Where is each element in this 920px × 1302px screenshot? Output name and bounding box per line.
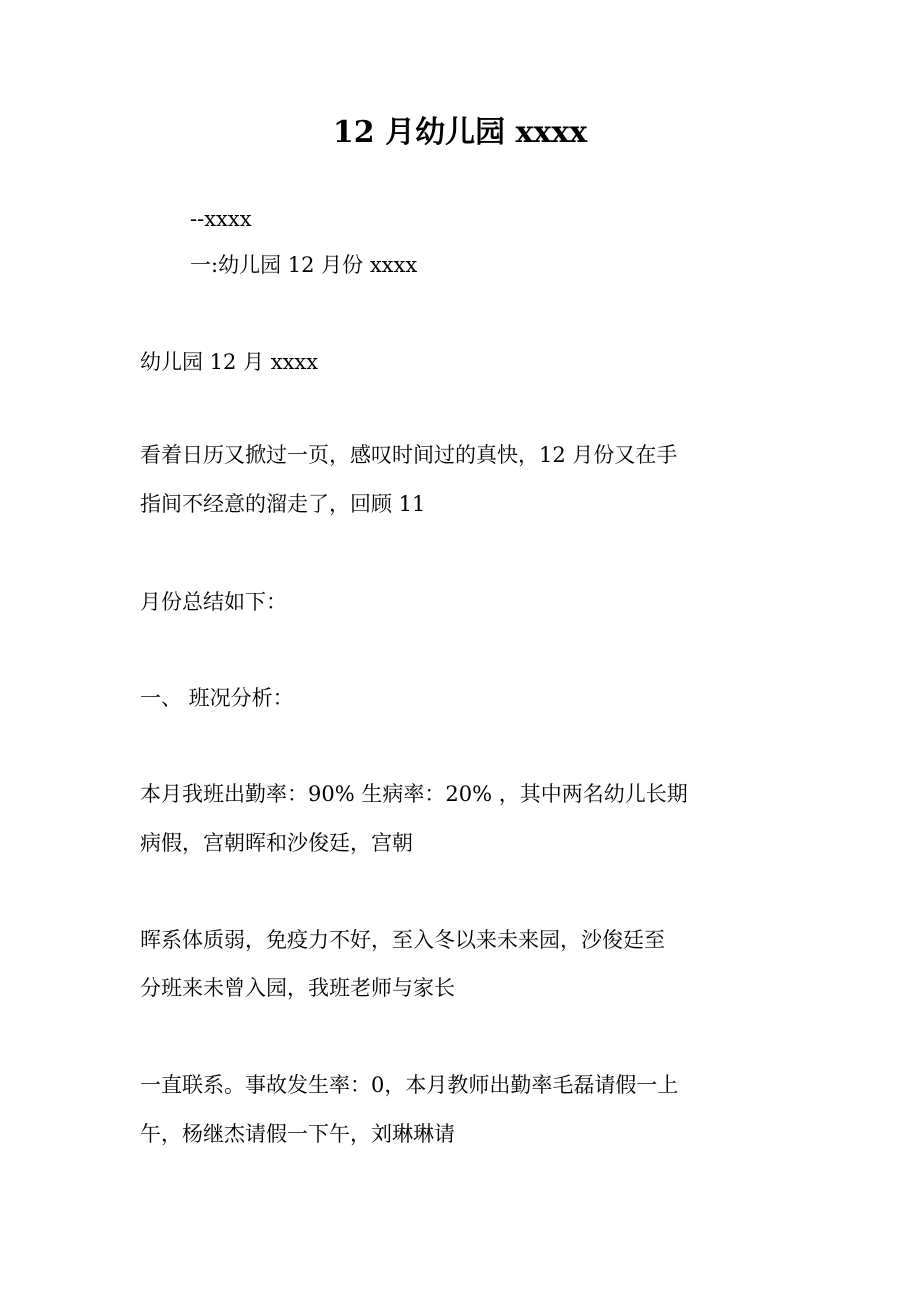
- paragraph-line: 一、 班况分析：: [140, 686, 294, 710]
- subtitle-line: --xxxx: [190, 207, 252, 231]
- section-heading-line: 一:幼儿园 12 月份 xxxx: [190, 253, 418, 277]
- paragraph-line: 指间不经意的溜走了，回顾 11: [140, 492, 426, 516]
- paragraph-line: 看着日历又掀过一页，感叹时间过的真快，12 月份又在手: [140, 443, 678, 467]
- paragraph-line: 月份总结如下：: [140, 590, 287, 614]
- paragraph-line: 幼儿园 12 月 xxxx: [140, 350, 319, 374]
- document-title: 12 月幼儿园 xxxx: [332, 115, 588, 150]
- paragraph-line: 本月我班出勤率：90% 生病率：20% ，其中两名幼儿长期: [140, 782, 688, 806]
- paragraph-line: 午，杨继杰请假一下午，刘琳琳请: [140, 1122, 455, 1146]
- paragraph-line: 晖系体质弱，免疫力不好，至入冬以来未来园，沙俊廷至: [140, 928, 665, 952]
- paragraph-line: 一直联系。事故发生率：0，本月教师出勤率毛磊请假一上: [140, 1073, 679, 1097]
- paragraph-line: 分班来未曾入园，我班老师与家长: [140, 976, 455, 1000]
- paragraph-line: 病假，宫朝晖和沙俊廷，宫朝: [140, 831, 413, 855]
